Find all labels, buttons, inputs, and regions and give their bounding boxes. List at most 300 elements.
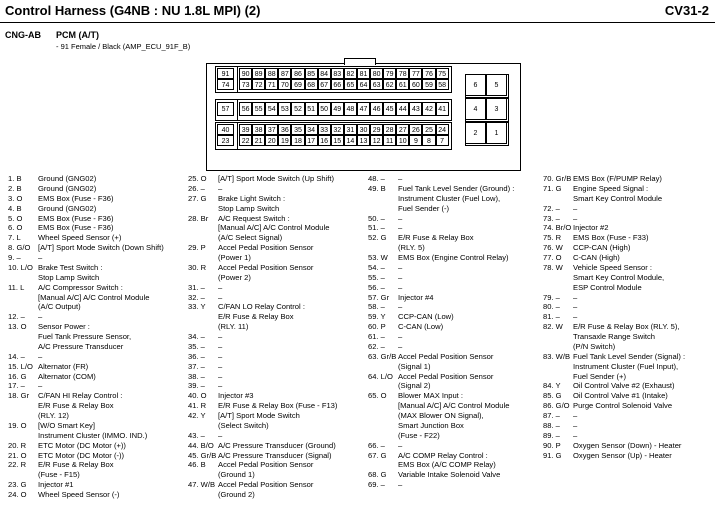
pin-description: – bbox=[218, 332, 223, 341]
pin-85: 85 bbox=[305, 68, 318, 79]
pin-description: Fuel Tank Pressure Sensor, bbox=[38, 332, 132, 341]
pin-description: – bbox=[218, 371, 223, 381]
pin-description: – bbox=[38, 253, 43, 262]
pin-52: 52 bbox=[291, 102, 304, 116]
pin-row bbox=[543, 401, 685, 411]
pin-row bbox=[368, 342, 514, 352]
pin-number: 52. G bbox=[368, 233, 387, 243]
pin-row bbox=[8, 253, 164, 263]
pin-description: Vehicle Speed Sensor : bbox=[573, 262, 652, 272]
pin-row bbox=[543, 184, 685, 194]
pin-description: Stop Lamp Switch bbox=[218, 203, 280, 213]
pin-89: 89 bbox=[252, 68, 265, 79]
pin-description: [Manual A/C] A/C Control Module bbox=[398, 401, 510, 411]
pin-description: – bbox=[573, 430, 578, 440]
pin-row bbox=[543, 451, 685, 461]
pin-description: Oil Control Valve #1 (Intake) bbox=[573, 391, 668, 401]
pin-block bbox=[237, 122, 452, 150]
pin-number: 77. O bbox=[543, 253, 562, 262]
pin-description: Wheel Speed Sensor (-) bbox=[38, 490, 120, 499]
pin-description: – bbox=[398, 302, 403, 312]
pin-row bbox=[368, 480, 514, 490]
pin-78: 78 bbox=[396, 68, 409, 79]
pin-description: [W/O Smart Key] bbox=[38, 420, 95, 430]
pin-44: 44 bbox=[396, 102, 409, 116]
pin-number: 19. O bbox=[8, 420, 27, 430]
pin-row bbox=[8, 312, 164, 322]
pin-row bbox=[8, 421, 164, 431]
pin-number: 50. – bbox=[368, 213, 385, 223]
pin-number: 75. R bbox=[543, 233, 562, 243]
pin-30: 30 bbox=[357, 124, 370, 135]
pin-65: 65 bbox=[344, 79, 357, 90]
pin-number: 4. B bbox=[8, 203, 22, 213]
pin-block bbox=[215, 66, 238, 93]
pin-row bbox=[368, 243, 514, 253]
pin-number: 39. – bbox=[188, 381, 205, 391]
pin-row bbox=[8, 490, 164, 500]
pin-row bbox=[368, 184, 514, 194]
pin-description: [A/T] Sport Mode Switch (Up Shift) bbox=[218, 174, 335, 183]
pin-row bbox=[8, 214, 164, 224]
pin-31: 31 bbox=[344, 124, 357, 135]
pin-number: 36. – bbox=[188, 351, 205, 361]
pin-60: 60 bbox=[409, 79, 422, 90]
pin-row bbox=[8, 283, 164, 293]
pin-58: 58 bbox=[436, 79, 449, 90]
pin-38: 38 bbox=[252, 124, 265, 135]
pin-number: 87. – bbox=[543, 411, 560, 420]
pin-number: 63. Gr/B bbox=[368, 351, 397, 361]
pin-row bbox=[368, 362, 514, 372]
pin-61: 61 bbox=[396, 79, 409, 90]
pin-number: 86. G/O bbox=[543, 401, 570, 411]
pin-57: 57 bbox=[217, 102, 234, 116]
pin-description: (MAX Blower ON Signal), bbox=[398, 411, 484, 420]
pin-number: 55. – bbox=[368, 272, 385, 282]
pin-row bbox=[8, 263, 164, 273]
pin-description: – bbox=[218, 361, 223, 371]
pin-description: – bbox=[573, 420, 578, 430]
pin-row bbox=[8, 194, 164, 204]
pin-description: Accel Pedal Position Sensor bbox=[398, 351, 494, 361]
pin-row bbox=[543, 431, 685, 441]
pin-16: 16 bbox=[318, 135, 331, 146]
pin-row bbox=[368, 421, 514, 431]
pin-7: 7 bbox=[436, 135, 449, 146]
pin-row bbox=[543, 253, 685, 263]
pin-53: 53 bbox=[278, 102, 291, 116]
pin-number: 83. W/B bbox=[543, 351, 571, 361]
pin-number: 1. B bbox=[8, 174, 22, 183]
pin-description: – bbox=[573, 312, 578, 322]
pin-row bbox=[543, 372, 685, 382]
pin-description: – bbox=[218, 282, 223, 292]
pin-24: 24 bbox=[436, 124, 449, 135]
pin-description: Fuel Sender (+) bbox=[573, 371, 626, 381]
pin-description: Oil Control Valve #2 (Exhaust) bbox=[573, 381, 675, 391]
pin-number: 41. R bbox=[188, 401, 207, 411]
pin-description: Injector #3 bbox=[218, 391, 254, 401]
pin-description: A/C Pressure Transducer bbox=[38, 341, 124, 351]
pin-row bbox=[368, 431, 514, 441]
pin-number: 30. R bbox=[188, 262, 207, 272]
pin-description: ETC Motor (DC Motor (-)) bbox=[38, 450, 125, 460]
pin-67: 67 bbox=[318, 79, 331, 90]
pin-3: 3 bbox=[486, 98, 507, 120]
pin-description: (RLY. 11) bbox=[218, 322, 249, 332]
pin-description: Accel Pedal Position Sensor bbox=[218, 460, 314, 470]
pin-number: 25. O bbox=[188, 174, 207, 183]
pin-2: 2 bbox=[465, 122, 486, 144]
pin-row bbox=[8, 184, 164, 194]
pin-number: 10. L/O bbox=[8, 262, 33, 272]
pin-row bbox=[368, 174, 514, 184]
pin-number: 65. O bbox=[368, 391, 387, 401]
pin-row bbox=[188, 302, 337, 312]
pin-description: E/R Fuse & Relay Box bbox=[38, 401, 114, 411]
pin-column-1 bbox=[8, 174, 164, 500]
pin-description: (Fuse - F22) bbox=[398, 430, 440, 440]
pin-69: 69 bbox=[291, 79, 304, 90]
page-header bbox=[0, 0, 715, 23]
pin-row bbox=[188, 470, 337, 480]
pin-number: 71. G bbox=[543, 183, 562, 193]
pin-34: 34 bbox=[305, 124, 318, 135]
pin-row bbox=[188, 352, 337, 362]
pin-row bbox=[8, 401, 164, 411]
pin-description: Ground (GNG02) bbox=[38, 174, 97, 183]
pin-number: 42. Y bbox=[188, 411, 206, 420]
pin-row bbox=[368, 283, 514, 293]
pin-description: (Signal 1) bbox=[398, 361, 431, 371]
pin-description: Injector #2 bbox=[573, 223, 609, 233]
pin-number: 82. W bbox=[543, 322, 563, 332]
pin-1: 1 bbox=[486, 122, 507, 144]
pin-row bbox=[368, 204, 514, 214]
pin-description: (RLY. 12) bbox=[38, 411, 69, 420]
pin-row bbox=[188, 273, 337, 283]
pin-row bbox=[543, 243, 685, 253]
pin-row bbox=[368, 411, 514, 421]
pin-description: Instrument Cluster (Fuel Low), bbox=[398, 193, 501, 203]
pin-40: 40 bbox=[217, 124, 234, 135]
pin-row bbox=[543, 362, 685, 372]
pin-row bbox=[188, 243, 337, 253]
pin-number: 66. – bbox=[368, 440, 385, 450]
pin-number: 27. G bbox=[188, 193, 207, 203]
pin-number: 35. – bbox=[188, 341, 205, 351]
pin-51: 51 bbox=[305, 102, 318, 116]
pin-number: 79. – bbox=[543, 292, 560, 302]
pin-block bbox=[215, 99, 238, 121]
pin-description: C/FAN HI Relay Control : bbox=[38, 391, 123, 401]
pin-row bbox=[8, 302, 164, 312]
pin-number: 88. – bbox=[543, 420, 560, 430]
pin-block bbox=[237, 99, 452, 121]
pin-number: 18. Gr bbox=[8, 391, 30, 401]
pin-number: 21. O bbox=[8, 450, 27, 460]
pin-description: A/C Compressor Switch : bbox=[38, 282, 123, 292]
pin-row bbox=[368, 194, 514, 204]
pin-description: A/C Pressure Transducer (Ground) bbox=[218, 440, 336, 450]
pin-description: Injector #1 bbox=[38, 480, 74, 490]
connector-diagram bbox=[206, 63, 521, 171]
pin-row bbox=[368, 372, 514, 382]
pin-number: 62. – bbox=[368, 341, 385, 351]
pin-4: 4 bbox=[465, 98, 486, 120]
pin-row bbox=[188, 490, 337, 500]
pin-number: 69. – bbox=[368, 480, 385, 490]
connector-desc: - 91 Female / Black (AMP_ECU_91F_B) bbox=[56, 42, 191, 51]
pin-description: – bbox=[218, 351, 223, 361]
pin-row bbox=[188, 194, 337, 204]
pin-description: – bbox=[398, 223, 403, 233]
pin-68: 68 bbox=[305, 79, 318, 90]
pin-description: Ground (GNG02) bbox=[38, 183, 97, 193]
pin-row bbox=[543, 332, 685, 342]
pin-description: – bbox=[398, 174, 403, 183]
pin-description: – bbox=[573, 302, 578, 312]
pin-number: 67. G bbox=[368, 450, 387, 460]
pin-17: 17 bbox=[305, 135, 318, 146]
pin-description: [A/T] Sport Mode Switch (Down Shift) bbox=[38, 243, 164, 253]
pin-row bbox=[8, 293, 164, 303]
pin-row bbox=[188, 204, 337, 214]
pin-row bbox=[188, 421, 337, 431]
pin-row bbox=[543, 283, 685, 293]
pin-22: 22 bbox=[239, 135, 252, 146]
pin-11: 11 bbox=[383, 135, 396, 146]
pin-28: 28 bbox=[383, 124, 396, 135]
pin-description: E/R Fuse & Relay Box bbox=[218, 312, 294, 322]
pin-description: CCP-CAN (Low) bbox=[398, 312, 454, 322]
pin-number: 31. – bbox=[188, 282, 205, 292]
pin-76: 76 bbox=[422, 68, 435, 79]
pin-description: (Ground 1) bbox=[218, 470, 255, 480]
pin-description: Blower MAX Input : bbox=[398, 391, 463, 401]
pin-description: C/FAN LO Relay Control : bbox=[218, 302, 305, 312]
pin-10: 10 bbox=[396, 135, 409, 146]
pin-row bbox=[368, 460, 514, 470]
pin-description: Accel Pedal Position Sensor bbox=[218, 243, 314, 253]
page-code: CV31-2 bbox=[664, 3, 709, 18]
pin-description: Alternator (FR) bbox=[38, 361, 89, 371]
pin-42: 42 bbox=[422, 102, 435, 116]
pin-description: – bbox=[398, 480, 403, 490]
pin-77: 77 bbox=[409, 68, 422, 79]
pin-description: – bbox=[38, 381, 43, 391]
pin-row bbox=[188, 441, 337, 451]
pin-number: 85. G bbox=[543, 391, 562, 401]
pin-row bbox=[188, 174, 337, 184]
pin-87: 87 bbox=[278, 68, 291, 79]
pin-number: 53. W bbox=[368, 253, 388, 262]
pin-number: 46. B bbox=[188, 460, 206, 470]
pin-description: – bbox=[398, 213, 403, 223]
pin-number: 32. – bbox=[188, 292, 205, 302]
pin-number: 48. – bbox=[368, 174, 385, 183]
pin-description: – bbox=[398, 341, 403, 351]
pin-description: Wheel Speed Sensor (+) bbox=[38, 233, 122, 243]
pin-row bbox=[8, 391, 164, 401]
pin-row bbox=[8, 233, 164, 243]
pin-description: Brake Test Switch : bbox=[38, 262, 103, 272]
pin-48: 48 bbox=[344, 102, 357, 116]
pin-row bbox=[543, 391, 685, 401]
pin-row bbox=[368, 451, 514, 461]
pin-row bbox=[188, 381, 337, 391]
pin-45: 45 bbox=[383, 102, 396, 116]
pin-46: 46 bbox=[370, 102, 383, 116]
pin-66: 66 bbox=[331, 79, 344, 90]
pin-25: 25 bbox=[422, 124, 435, 135]
pin-description: [Manual A/C] A/C Control Module bbox=[218, 223, 330, 233]
pin-description: Fuel Sender (-) bbox=[398, 203, 450, 213]
pin-81: 81 bbox=[357, 68, 370, 79]
pin-number: 20. R bbox=[8, 440, 27, 450]
pin-row bbox=[8, 223, 164, 233]
pin-description: [A/T] Sport Mode Switch bbox=[218, 411, 300, 420]
pin-row bbox=[188, 391, 337, 401]
pin-description: (A/C Output) bbox=[38, 302, 81, 312]
pin-row bbox=[188, 451, 337, 461]
pin-description: Accel Pedal Position Sensor bbox=[398, 371, 494, 381]
pin-description: – bbox=[38, 312, 43, 322]
pin-block bbox=[237, 66, 452, 93]
pin-56: 56 bbox=[239, 102, 252, 116]
pin-row bbox=[8, 322, 164, 332]
pin-description: Purge Control Solenoid Valve bbox=[573, 401, 673, 411]
pin-row bbox=[188, 362, 337, 372]
pin-number: 16. G bbox=[8, 371, 27, 381]
pin-description: (Ground 2) bbox=[218, 490, 255, 499]
pin-number: 26. – bbox=[188, 183, 205, 193]
pin-row bbox=[368, 302, 514, 312]
pin-number: 47. W/B bbox=[188, 480, 216, 490]
pin-description: Injector #4 bbox=[398, 292, 434, 302]
pin-description: Ground (GNG02) bbox=[38, 203, 97, 213]
pin-description: Smart Junction Box bbox=[398, 420, 464, 430]
pin-description: Engine Speed Signal : bbox=[573, 183, 649, 193]
pin-row bbox=[368, 273, 514, 283]
pin-9: 9 bbox=[409, 135, 422, 146]
pin-number: 22. R bbox=[8, 460, 27, 470]
pin-50: 50 bbox=[318, 102, 331, 116]
pin-row bbox=[543, 352, 685, 362]
pin-description: – bbox=[38, 351, 43, 361]
pin-75: 75 bbox=[436, 68, 449, 79]
pin-description: EMS Box (F/PUMP Relay) bbox=[573, 174, 662, 183]
pin-29: 29 bbox=[370, 124, 383, 135]
pin-number: 89. – bbox=[543, 430, 560, 440]
pin-description: Accel Pedal Position Sensor bbox=[218, 480, 314, 490]
pin-row bbox=[188, 293, 337, 303]
pin-row bbox=[8, 372, 164, 382]
pin-number: 90. P bbox=[543, 440, 561, 450]
pin-block bbox=[215, 122, 238, 150]
pin-row bbox=[188, 283, 337, 293]
pin-36: 36 bbox=[278, 124, 291, 135]
pin-description: EMS Box (Fuse - F36) bbox=[38, 223, 114, 233]
pin-33: 33 bbox=[318, 124, 331, 135]
pin-row bbox=[8, 381, 164, 391]
pin-number: 13. O bbox=[8, 322, 27, 332]
pin-description: Fuel Tank Level Sender (Signal) : bbox=[573, 351, 686, 361]
pin-row bbox=[188, 411, 337, 421]
pin-row bbox=[543, 174, 685, 184]
pin-number: 15. L/O bbox=[8, 361, 33, 371]
pin-number: 33. Y bbox=[188, 302, 206, 312]
pin-row bbox=[368, 441, 514, 451]
pin-number: 34. – bbox=[188, 332, 205, 341]
pin-row bbox=[543, 293, 685, 303]
pin-83: 83 bbox=[331, 68, 344, 79]
pin-27: 27 bbox=[396, 124, 409, 135]
pin-number: 29. P bbox=[188, 243, 206, 253]
pin-description: (Fuse - F15) bbox=[38, 470, 80, 480]
page-title: Control Harness (G4NB : NU 1.8L MPI) (2) bbox=[5, 3, 261, 18]
pin-row bbox=[188, 372, 337, 382]
pin-description: (Power 1) bbox=[218, 253, 251, 262]
pin-description: Alternator (COM) bbox=[38, 371, 96, 381]
pin-row bbox=[368, 253, 514, 263]
pin-54: 54 bbox=[265, 102, 278, 116]
pin-description: A/C Pressure Transducer (Signal) bbox=[218, 450, 332, 460]
pin-47: 47 bbox=[357, 102, 370, 116]
pin-description: (P/N Switch) bbox=[573, 341, 616, 351]
pin-description: Fuel Tank Level Sender (Ground) : bbox=[398, 183, 515, 193]
pin-row bbox=[188, 184, 337, 194]
pin-row bbox=[543, 421, 685, 431]
pin-row bbox=[368, 401, 514, 411]
pin-number: 14. – bbox=[8, 351, 25, 361]
pin-number: 81. – bbox=[543, 312, 560, 322]
pin-row bbox=[8, 480, 164, 490]
pin-row bbox=[543, 223, 685, 233]
pin-row bbox=[368, 223, 514, 233]
pin-row bbox=[368, 391, 514, 401]
connector-id: CNG-AB bbox=[5, 30, 41, 40]
pin-number: 91. G bbox=[543, 450, 562, 460]
pin-row bbox=[543, 263, 685, 273]
pin-number: 8. G/O bbox=[8, 243, 31, 253]
pin-row bbox=[368, 312, 514, 322]
pin-number: 70. Gr/B bbox=[543, 174, 572, 183]
pin-row bbox=[8, 342, 164, 352]
pin-description: Accel Pedal Position Sensor bbox=[218, 262, 314, 272]
pin-description: Brake Light Switch : bbox=[218, 193, 286, 203]
pin-description: Variable Intake Solenoid Valve bbox=[398, 470, 501, 480]
pin-row bbox=[188, 332, 337, 342]
pin-row bbox=[543, 381, 685, 391]
pin-number: 23. G bbox=[8, 480, 27, 490]
pin-description: Smart Key Control Module, bbox=[573, 272, 665, 282]
pin-number: 49. B bbox=[368, 183, 386, 193]
pin-number: 59. Y bbox=[368, 312, 386, 322]
pin-row bbox=[8, 204, 164, 214]
pin-row bbox=[543, 204, 685, 214]
pin-number: 74. Br/O bbox=[543, 223, 572, 233]
pin-description: Stop Lamp Switch bbox=[38, 272, 100, 282]
pin-row bbox=[543, 194, 685, 204]
pin-13: 13 bbox=[357, 135, 370, 146]
pin-row bbox=[188, 460, 337, 470]
pin-row bbox=[543, 411, 685, 421]
pin-description: – bbox=[573, 292, 578, 302]
pin-description: – bbox=[398, 440, 403, 450]
pin-number: 24. O bbox=[8, 490, 27, 499]
